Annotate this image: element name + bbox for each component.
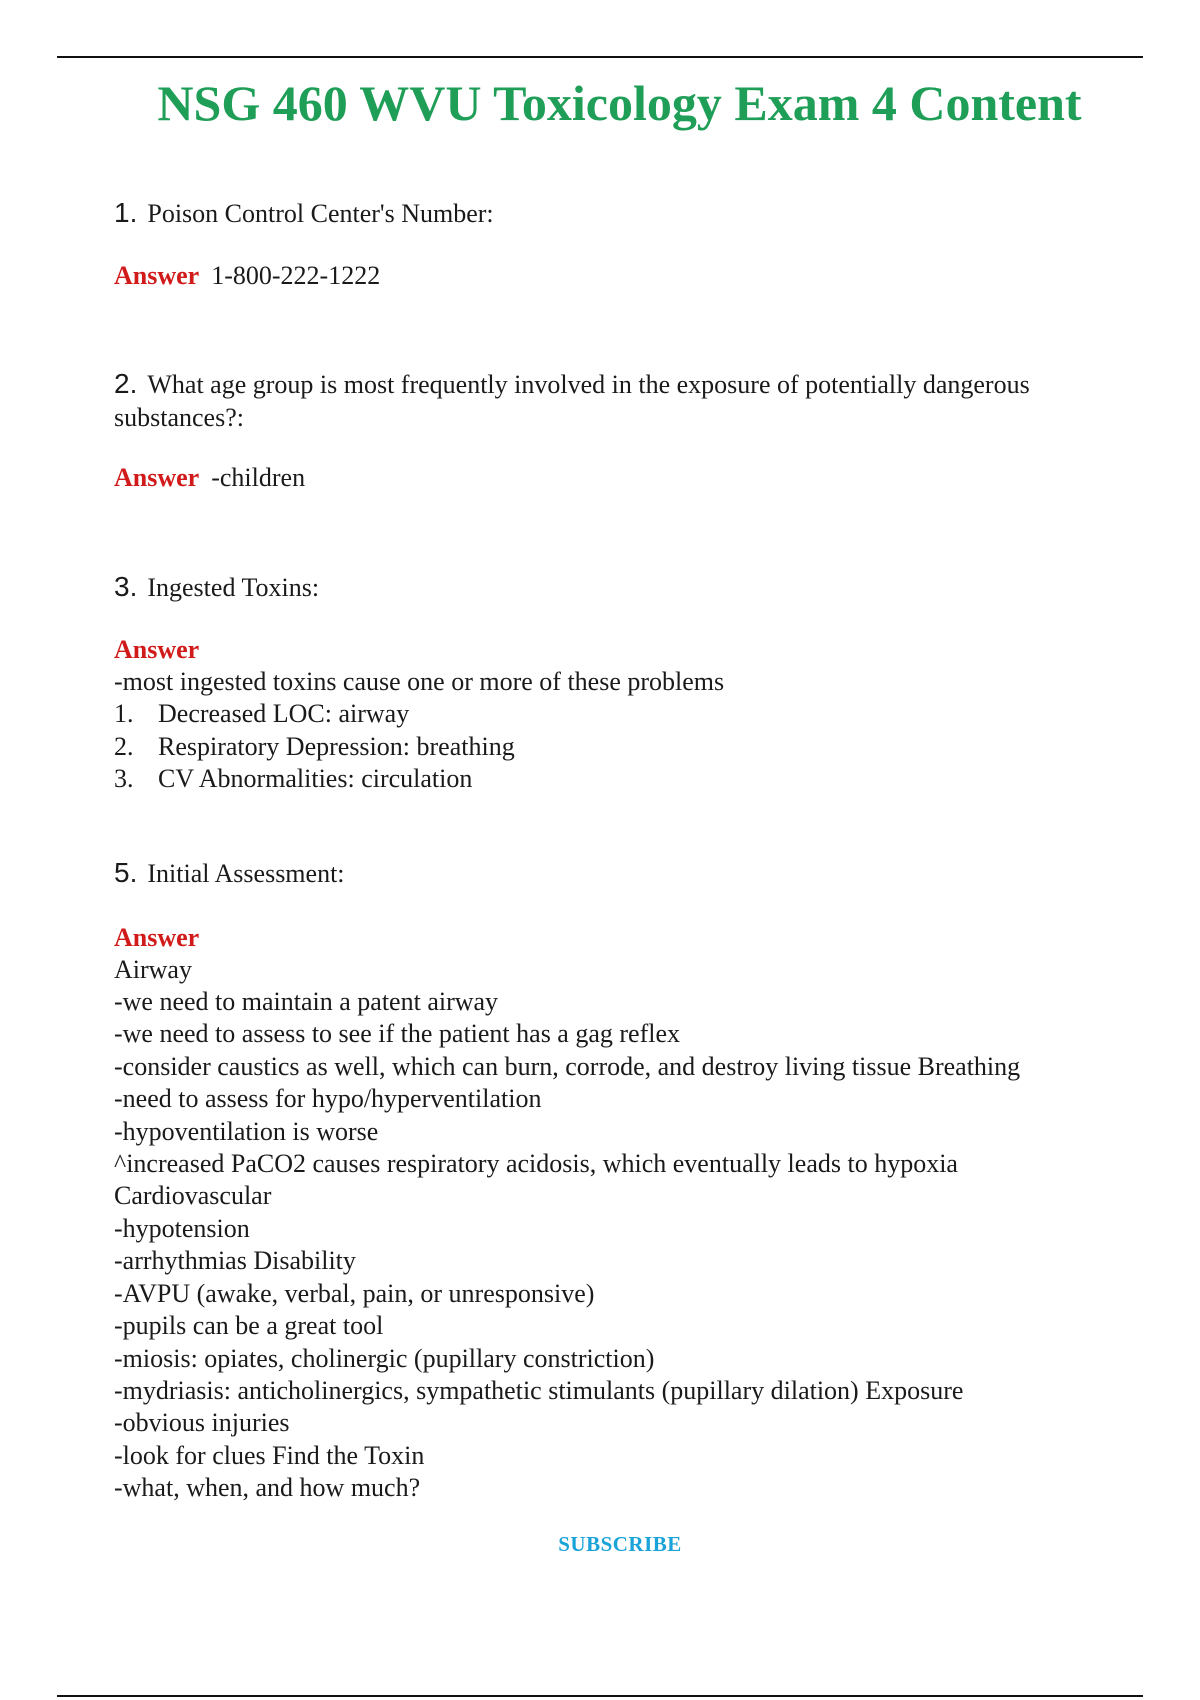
answer-body xyxy=(114,666,1124,796)
list-item-number: 2. xyxy=(114,731,134,761)
question-text xyxy=(114,570,1124,604)
answer-line-text: -obvious injuries xyxy=(114,1408,290,1438)
question-label: What age group is most frequently involved in the exposure of potentially dangerous substances?: xyxy=(114,370,1030,432)
question-text xyxy=(114,367,1124,434)
answer-label: Answer xyxy=(114,922,200,952)
question-number: 3. xyxy=(114,571,138,602)
answer-line-text: -we need to maintain a patent airway xyxy=(114,987,499,1017)
answer-body xyxy=(114,954,1124,1505)
answer-line xyxy=(114,634,1124,666)
list-item-text: Respiratory Depression: breathing xyxy=(158,731,515,761)
list-item-number: 1. xyxy=(114,699,134,729)
list-item-text: CV Abnormalities: circulation xyxy=(158,764,473,794)
question-text xyxy=(114,856,1124,890)
answer-line-text: -miosis: opiates, cholinergic (pupillary constriction) xyxy=(114,1343,655,1373)
answer-line-text: -pupils can be a great tool xyxy=(114,1311,384,1341)
list-item xyxy=(114,731,1124,763)
answer-line-text: ^increased PaCO2 causes respiratory acidosis, which eventually leads to hypoxia xyxy=(114,1149,958,1179)
question-block xyxy=(114,570,1124,796)
answer-text: -children xyxy=(211,463,306,492)
question-text xyxy=(114,196,1124,230)
answer-line-text: -hypotension xyxy=(114,1213,250,1243)
answer-line-text: -look for clues Find the Toxin xyxy=(114,1440,425,1470)
answer-line xyxy=(114,260,1124,292)
answer-intro: -most ingested toxins cause one or more of these problems xyxy=(114,667,725,696)
list-item-number: 3. xyxy=(114,764,134,794)
question-block xyxy=(114,196,1124,292)
answer-line-text: -AVPU (awake, verbal, pain, or unresponsive) xyxy=(114,1278,595,1308)
bottom-rule xyxy=(57,1695,1143,1697)
question-label: Poison Control Center's Number: xyxy=(147,199,494,228)
list-item xyxy=(114,763,1124,795)
answer-line-text: -hypoventilation is worse xyxy=(114,1116,379,1146)
answer-line-text: -we need to assess to see if the patient has a gag reflex xyxy=(114,1019,681,1049)
answer-line xyxy=(114,462,1124,494)
answer-text: 1-800-222-1222 xyxy=(211,261,381,290)
answer-line-text: -need to assess for hypo/hyperventilation xyxy=(114,1084,542,1114)
answer-label: Answer xyxy=(114,463,200,492)
answer-line-text: -consider caustics as well, which can burn, corrode, and destroy living tissue Breathing xyxy=(114,1051,1021,1081)
document-body xyxy=(114,196,1124,1505)
answer-line xyxy=(114,922,1124,954)
top-rule xyxy=(57,56,1143,58)
question-block xyxy=(114,856,1124,1505)
answer-line-text: -what, when, and how much? xyxy=(114,1473,421,1503)
answer-label: Answer xyxy=(114,635,200,664)
subscribe-link[interactable]: SUBSCRIBE xyxy=(558,1532,682,1556)
list-item-text: Decreased LOC: airway xyxy=(158,699,410,729)
answer-line-text: -arrhythmias Disability xyxy=(114,1246,356,1276)
answer-line-text: -mydriasis: anticholinergics, sympathetic stimulants (pupillary dilation) Exposure xyxy=(114,1375,964,1405)
question-block xyxy=(114,367,1124,494)
list-item xyxy=(114,698,1124,730)
question-number: 5. xyxy=(114,856,138,888)
question-number: 2. xyxy=(114,368,138,399)
answer-line-text: Airway xyxy=(114,954,192,984)
question-number: 1. xyxy=(114,197,138,228)
answer-label: Answer xyxy=(114,261,200,290)
question-label: Ingested Toxins: xyxy=(147,573,320,602)
answer-line-text: Cardiovascular xyxy=(114,1181,272,1211)
question-label: Initial Assessment: xyxy=(147,858,345,888)
document-title: NSG 460 WVU Toxicology Exam 4 Content xyxy=(157,75,1082,131)
